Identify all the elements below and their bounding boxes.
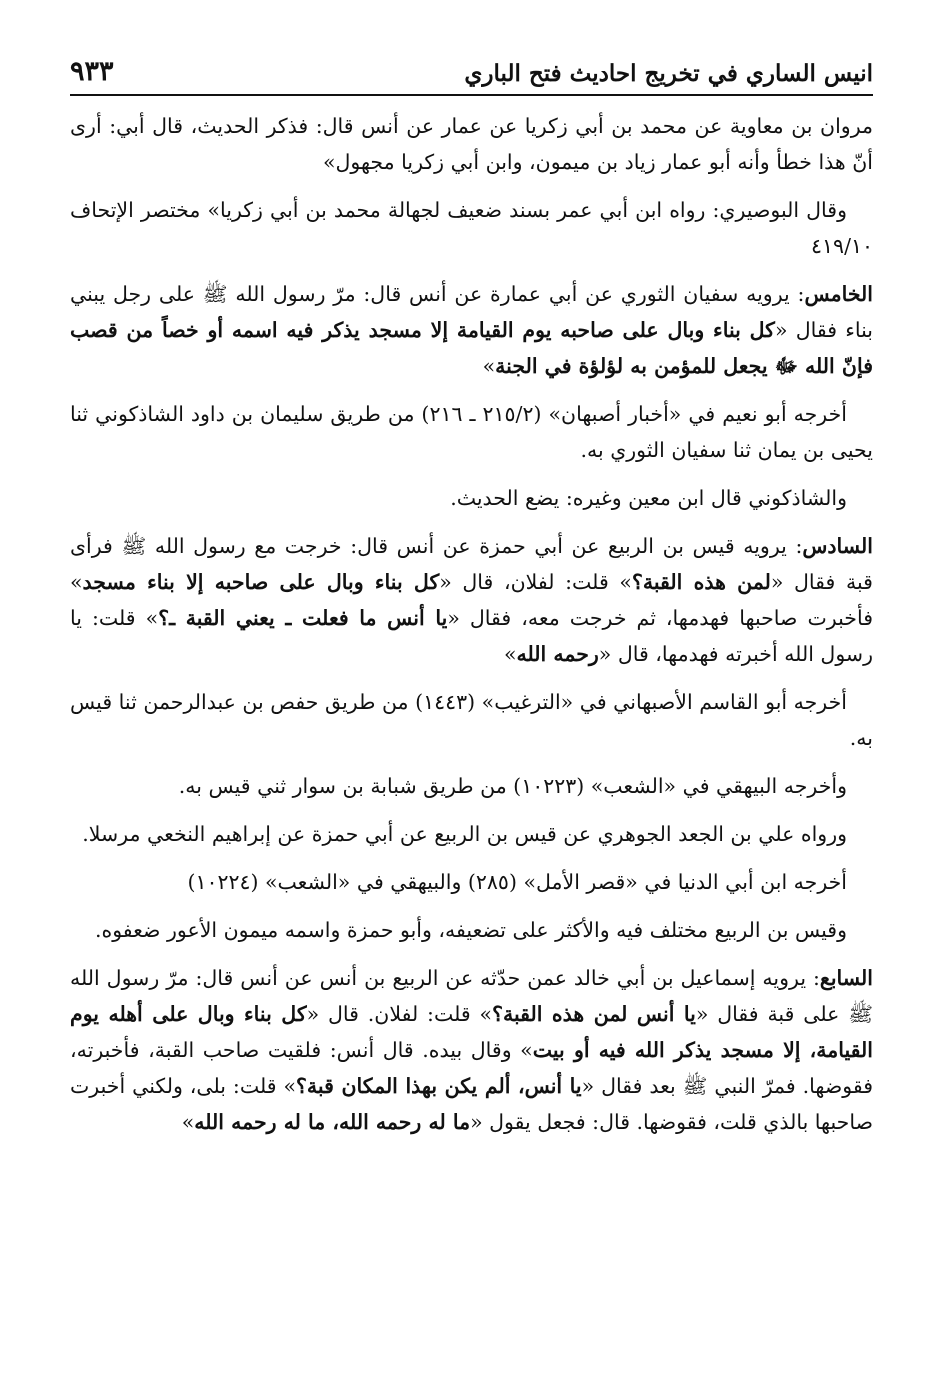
bold-text: يا أنس لمن هذه القبة؟ (492, 1002, 696, 1026)
text-run: » وقال بيده. قال أنس: فلقيت صاحب القبة، فأخبرته، فقوضها. فمرّ النبي ﷺ بعد فقال « (70, 1038, 874, 1098)
paragraph (70, 396, 873, 468)
paragraph (70, 960, 873, 1140)
bold-text: يا أنس، ألم يكن بهذا المكان قبة؟ (296, 1074, 582, 1098)
bold-text: كل بناء وبال على صاحبه يوم القيامة إلا مسجد يذكر فيه اسمه أو خصاً من قصب فإنّ الله ﷻ يجعل للمؤمن به لؤلؤة في الجنة (70, 318, 873, 378)
paragraph (70, 480, 873, 516)
page-body (70, 108, 873, 1140)
text-run: » قلت: لفلان، قال « (439, 570, 632, 594)
text-run: : يرويه إسماعيل بن أبي خالد عمن حدّثه عن الربيع بن أنس عن أنس قال: مرّ رسول الله ﷺ على قبة فقال « (70, 966, 874, 1026)
text-run: » (482, 354, 496, 378)
text-run: أخرجه أبو القاسم الأصبهاني في «الترغيب» (١٤٤٣) من طريق حفص بن عبدالرحمن ثنا قيس به. (70, 690, 873, 750)
text-run: » (503, 642, 517, 666)
text-run: وقيس بن الربيع مختلف فيه والأكثر على تضعيفه، وأبو حمزة واسمه ميمون الأعور ضعفوه. (94, 918, 847, 942)
paragraph (70, 816, 873, 852)
bold-text: ما له رحمه الله، ما له رحمه الله (194, 1110, 471, 1134)
text-run: » قلت: يا رسول الله أخبرته فهدمها، قال « (70, 606, 873, 666)
page-header (70, 40, 873, 96)
text-run: وأخرجه البيهقي في «الشعب» (١٠٢٢٣) من طريق شبابة بن سوار ثني قيس به. (178, 774, 847, 798)
text-run: : يرويه قيس بن الربيع عن أبي حمزة عن أنس قال: خرجت مع رسول الله ﷺ فرأى قبة فقال « (70, 534, 873, 594)
bold-text: كل بناء وبال على صاحبه إلا بناء مسجد (82, 570, 440, 594)
paragraph (70, 528, 873, 672)
bold-text: السابع (819, 966, 873, 990)
paragraph (70, 108, 873, 180)
text-run: وقال البوصيري: رواه ابن أبي عمر بسند ضعيف لجهالة محمد بن أبي زكريا» مختصر الإتحاف ٤١٩/١٠ (70, 198, 873, 258)
text-run: : يرويه سفيان الثوري عن أبي عمارة عن أنس قال: مرّ رسول الله ﷺ على رجل يبني بناء فقال « (70, 282, 873, 342)
text-run: ورواه علي بن الجعد الجوهري عن قيس بن الربيع عن أبي حمزة عن إبراهيم النخعي مرسلا. (82, 822, 847, 846)
paragraph (70, 912, 873, 948)
text-run: أخرجه ابن أبي الدنيا في «قصر الأمل» (٢٨٥) والبيهقي في «الشعب» (١٠٢٢٤) (187, 870, 847, 894)
text-run: » (181, 1110, 195, 1134)
paragraph (70, 192, 873, 264)
paragraph (70, 768, 873, 804)
bold-text: يا أنس ما فعلت ـ يعني القبة ـ؟ (158, 606, 448, 630)
page-number: ٩٣٣ (70, 55, 114, 87)
text-run: والشاذكوني قال ابن معين وغيره: يضع الحديث. (450, 486, 847, 510)
bold-text: رحمه الله (516, 642, 599, 666)
running-title: انيس الساري في تخريج احاديث فتح الباري (464, 60, 873, 88)
bold-text: كل بناء وبال على أهله يوم القيامة، إلا مسجد يذكر الله فيه أو بيت (70, 1002, 873, 1062)
text-run: أخرجه أبو نعيم في «أخبار أصبهان» (٢١٥/٢ ـ ٢١٦) من طريق سليمان بن داود الشاذكوني ثنا يحيى بن يمان ثنا سفيان الثوري به. (70, 402, 873, 462)
text-run: » قلت: بلى، ولكني أخبرت صاحبها بالذي قلت، فقوضها. قال: فجعل يقول « (70, 1074, 873, 1134)
bold-text: الخامس (804, 282, 873, 306)
paragraph (70, 864, 873, 900)
bold-text: لمن هذه القبة؟ (631, 570, 771, 594)
text-run: » فأخبرت صاحبها فهدمها، ثم خرجت معه، فقال « (70, 570, 874, 630)
text-run: » قلت: لفلان. قال « (306, 1002, 493, 1026)
paragraph (70, 684, 873, 756)
bold-text: السادس (802, 534, 873, 558)
text-run: مروان بن معاوية عن محمد بن أبي زكريا عن عمار عن أنس قال: فذكر الحديث، قال أبي: أرى أنّ هذا خطأ وأنه أبو عمار زياد بن ميمون، وابن أبي زكريا مجهول» (70, 114, 873, 174)
paragraph (70, 276, 873, 384)
